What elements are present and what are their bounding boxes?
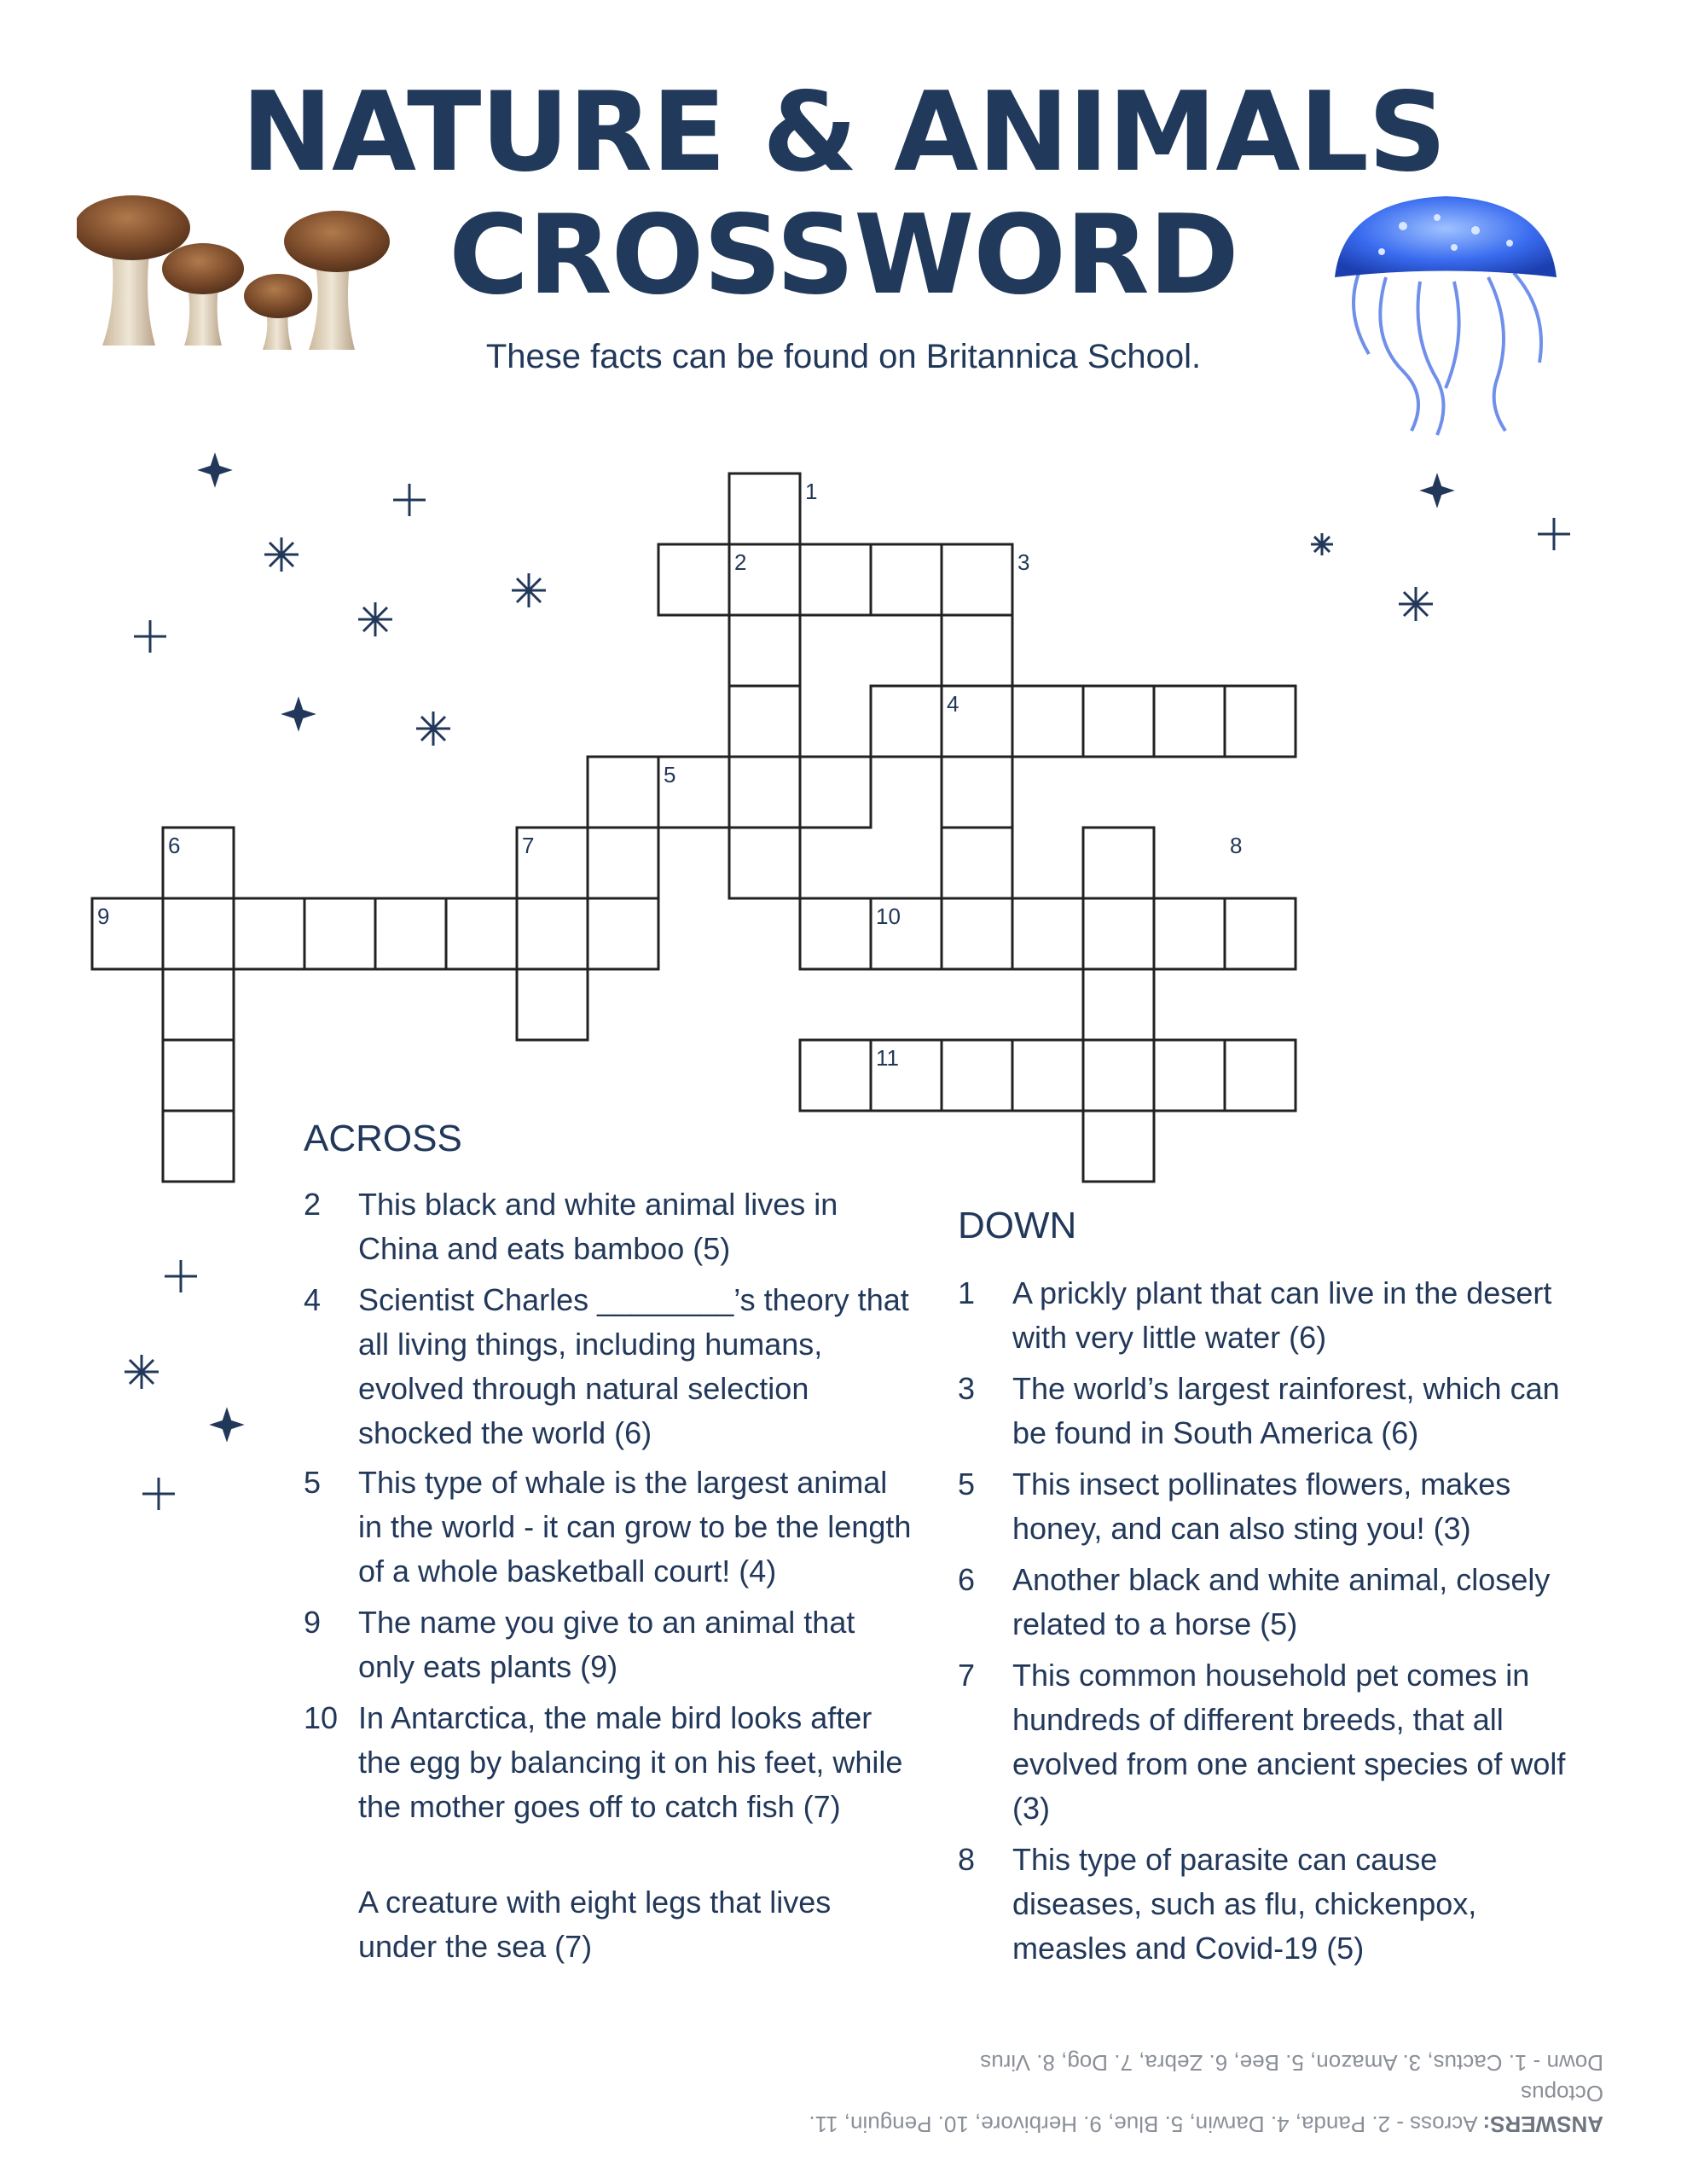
grid-cell[interactable] (517, 898, 588, 969)
clue-text: Scientist Charles ________’s theory that all living things, including humans, evolved through natural selection shocked the world (6) (358, 1282, 909, 1450)
across-clue (304, 1278, 918, 1455)
grid-cell[interactable] (942, 544, 1012, 615)
grid-cell[interactable] (1083, 1111, 1154, 1182)
clue-number: 1 (958, 1275, 976, 1310)
grid-number-6: 6 (168, 833, 181, 858)
grid-cell[interactable] (1083, 898, 1154, 969)
across-clue (304, 1182, 918, 1271)
grid-cell[interactable] (1154, 1040, 1225, 1111)
grid-cell[interactable] (163, 969, 234, 1040)
down-clue (958, 1367, 1572, 1455)
grid-number-4: 4 (947, 691, 959, 717)
clue-number: 5 (958, 1467, 976, 1502)
clue-text: The name you give to an animal that only eats plants (9) (358, 1605, 855, 1684)
clue-text: A prickly plant that can live in the desert with very little water (6) (1012, 1275, 1552, 1355)
clue-number: 3 (958, 1371, 976, 1406)
star-icon (165, 1260, 197, 1292)
grid-cell[interactable] (1154, 898, 1225, 969)
grid-cell[interactable] (871, 544, 942, 615)
grid-cell[interactable] (1225, 898, 1296, 969)
grid-cell[interactable] (658, 544, 729, 615)
clue-number: 6 (958, 1562, 976, 1597)
grid-cell[interactable] (871, 686, 942, 757)
answers-footer (785, 2048, 1603, 2140)
answers-down: Down - 1. Cactus, 3. Amazon, 5. Bee, 6. Zebra, 7. Dog, 8. Virus (980, 2050, 1603, 2076)
grid-cell[interactable] (588, 898, 658, 969)
clue-text: This common household pet comes in hundreds of different breeds, that all evolved from one ancient species of wolf (3) (1012, 1658, 1566, 1826)
grid-cell[interactable] (800, 898, 871, 969)
grid-cell[interactable] (1154, 686, 1225, 757)
star-icon (213, 1411, 241, 1438)
grid-cell[interactable] (588, 828, 658, 898)
across-clue (304, 1696, 918, 1829)
grid-cell[interactable] (800, 757, 871, 828)
grid-number-11: 11 (876, 1045, 899, 1071)
grid-cell[interactable] (517, 969, 588, 1040)
grid-cell[interactable] (800, 1040, 871, 1111)
grid-cell[interactable] (942, 757, 1012, 828)
down-clue (958, 1558, 1572, 1647)
grid-cell[interactable] (1012, 1040, 1083, 1111)
grid-cell[interactable] (1225, 686, 1296, 757)
grid-cell[interactable] (163, 1111, 234, 1182)
clue-number: 5 (304, 1465, 322, 1500)
down-clue (958, 1462, 1572, 1551)
across-heading: ACROSS (304, 1118, 462, 1159)
grid-cell[interactable] (446, 898, 517, 969)
grid-cell[interactable] (729, 686, 800, 757)
clue-text: This type of parasite can cause diseases, such as flu, chickenpox, measles and Covid-19 (5) (1012, 1842, 1477, 1966)
grid-number-8: 8 (1230, 833, 1243, 858)
down-clue (958, 1271, 1572, 1360)
grid-cell[interactable] (1012, 898, 1083, 969)
grid-cell[interactable] (1083, 969, 1154, 1040)
grid-cell[interactable] (729, 473, 800, 544)
clue-text: This black and white animal lives in China and eats bamboo (5) (358, 1187, 838, 1266)
grid-number-1: 1 (805, 479, 818, 504)
answers-across-line (785, 2078, 1603, 2140)
clue-text: This insect pollinates flowers, makes honey, and can also sting you! (3) (1012, 1467, 1511, 1546)
clue-text: The world’s largest rainforest, which can be found in South America (6) (1012, 1371, 1560, 1450)
grid-cell[interactable] (729, 757, 800, 828)
down-clue (958, 1653, 1572, 1831)
clue-text: This type of whale is the largest animal in the world - it can grow to be the length of a whole basketball court! (4) (358, 1465, 912, 1589)
across-clue (304, 1600, 918, 1689)
down-clue (958, 1838, 1572, 1971)
grid-cell[interactable] (1083, 828, 1154, 898)
page-title-line-1: NATURE & ANIMALS (241, 69, 1446, 196)
grid-number-2: 2 (734, 549, 747, 575)
grid-cell[interactable] (163, 1040, 234, 1111)
grid-cell[interactable] (1083, 686, 1154, 757)
clue-number: 4 (304, 1282, 322, 1317)
grid-cell[interactable] (942, 615, 1012, 686)
grid-cell[interactable] (304, 898, 375, 969)
grid-cell[interactable] (1012, 686, 1083, 757)
grid-cell[interactable] (942, 1040, 1012, 1111)
down-heading: DOWN (958, 1205, 1077, 1246)
grid-cell[interactable] (729, 615, 800, 686)
grid-cell[interactable] (729, 828, 800, 898)
answers-label: ANSWERS: (1482, 2111, 1603, 2137)
page-subtitle: These facts can be found on Britannica School. (485, 338, 1202, 375)
clue-number: 2 (304, 1187, 322, 1222)
clue-number: 7 (958, 1658, 976, 1693)
grid-cell[interactable] (588, 757, 658, 828)
clue-text: A creature with eight legs that lives under the sea (7) (358, 1885, 832, 1964)
across-clue (304, 1880, 918, 1969)
grid-number-5: 5 (664, 762, 676, 787)
grid-number-9: 9 (97, 903, 110, 929)
grid-number-7: 7 (522, 833, 535, 858)
clue-number: 10 (304, 1700, 339, 1735)
grid-cell[interactable] (163, 898, 234, 969)
star-icon (125, 1355, 159, 1389)
across-clue (304, 1461, 918, 1594)
clue-text: Another black and white animal, closely related to a horse (5) (1012, 1562, 1551, 1641)
clue-text: In Antarctica, the male bird looks after the egg by balancing it on his feet, while the mother goes off to catch fish (7) (358, 1700, 903, 1824)
grid-cell[interactable] (1225, 1040, 1296, 1111)
page-title-line-2: CROSSWORD (449, 192, 1238, 319)
clue-number: 9 (304, 1605, 322, 1640)
grid-cell[interactable] (800, 544, 871, 615)
clue-number: 8 (958, 1842, 976, 1877)
grid-cell[interactable] (375, 898, 446, 969)
grid-number-10: 10 (876, 903, 901, 929)
grid-cell[interactable] (234, 898, 304, 969)
grid-cell[interactable] (942, 898, 1012, 969)
grid-cell[interactable] (942, 828, 1012, 898)
grid-cell[interactable] (1083, 1040, 1154, 1111)
star-icon (142, 1478, 175, 1510)
grid-number-3: 3 (1017, 549, 1030, 575)
answers-across: Across - 2. Panda, 4. Darwin, 5. Blue, 9. Herbivore, 10. Penguin, 11. Octopus (809, 2081, 1603, 2137)
